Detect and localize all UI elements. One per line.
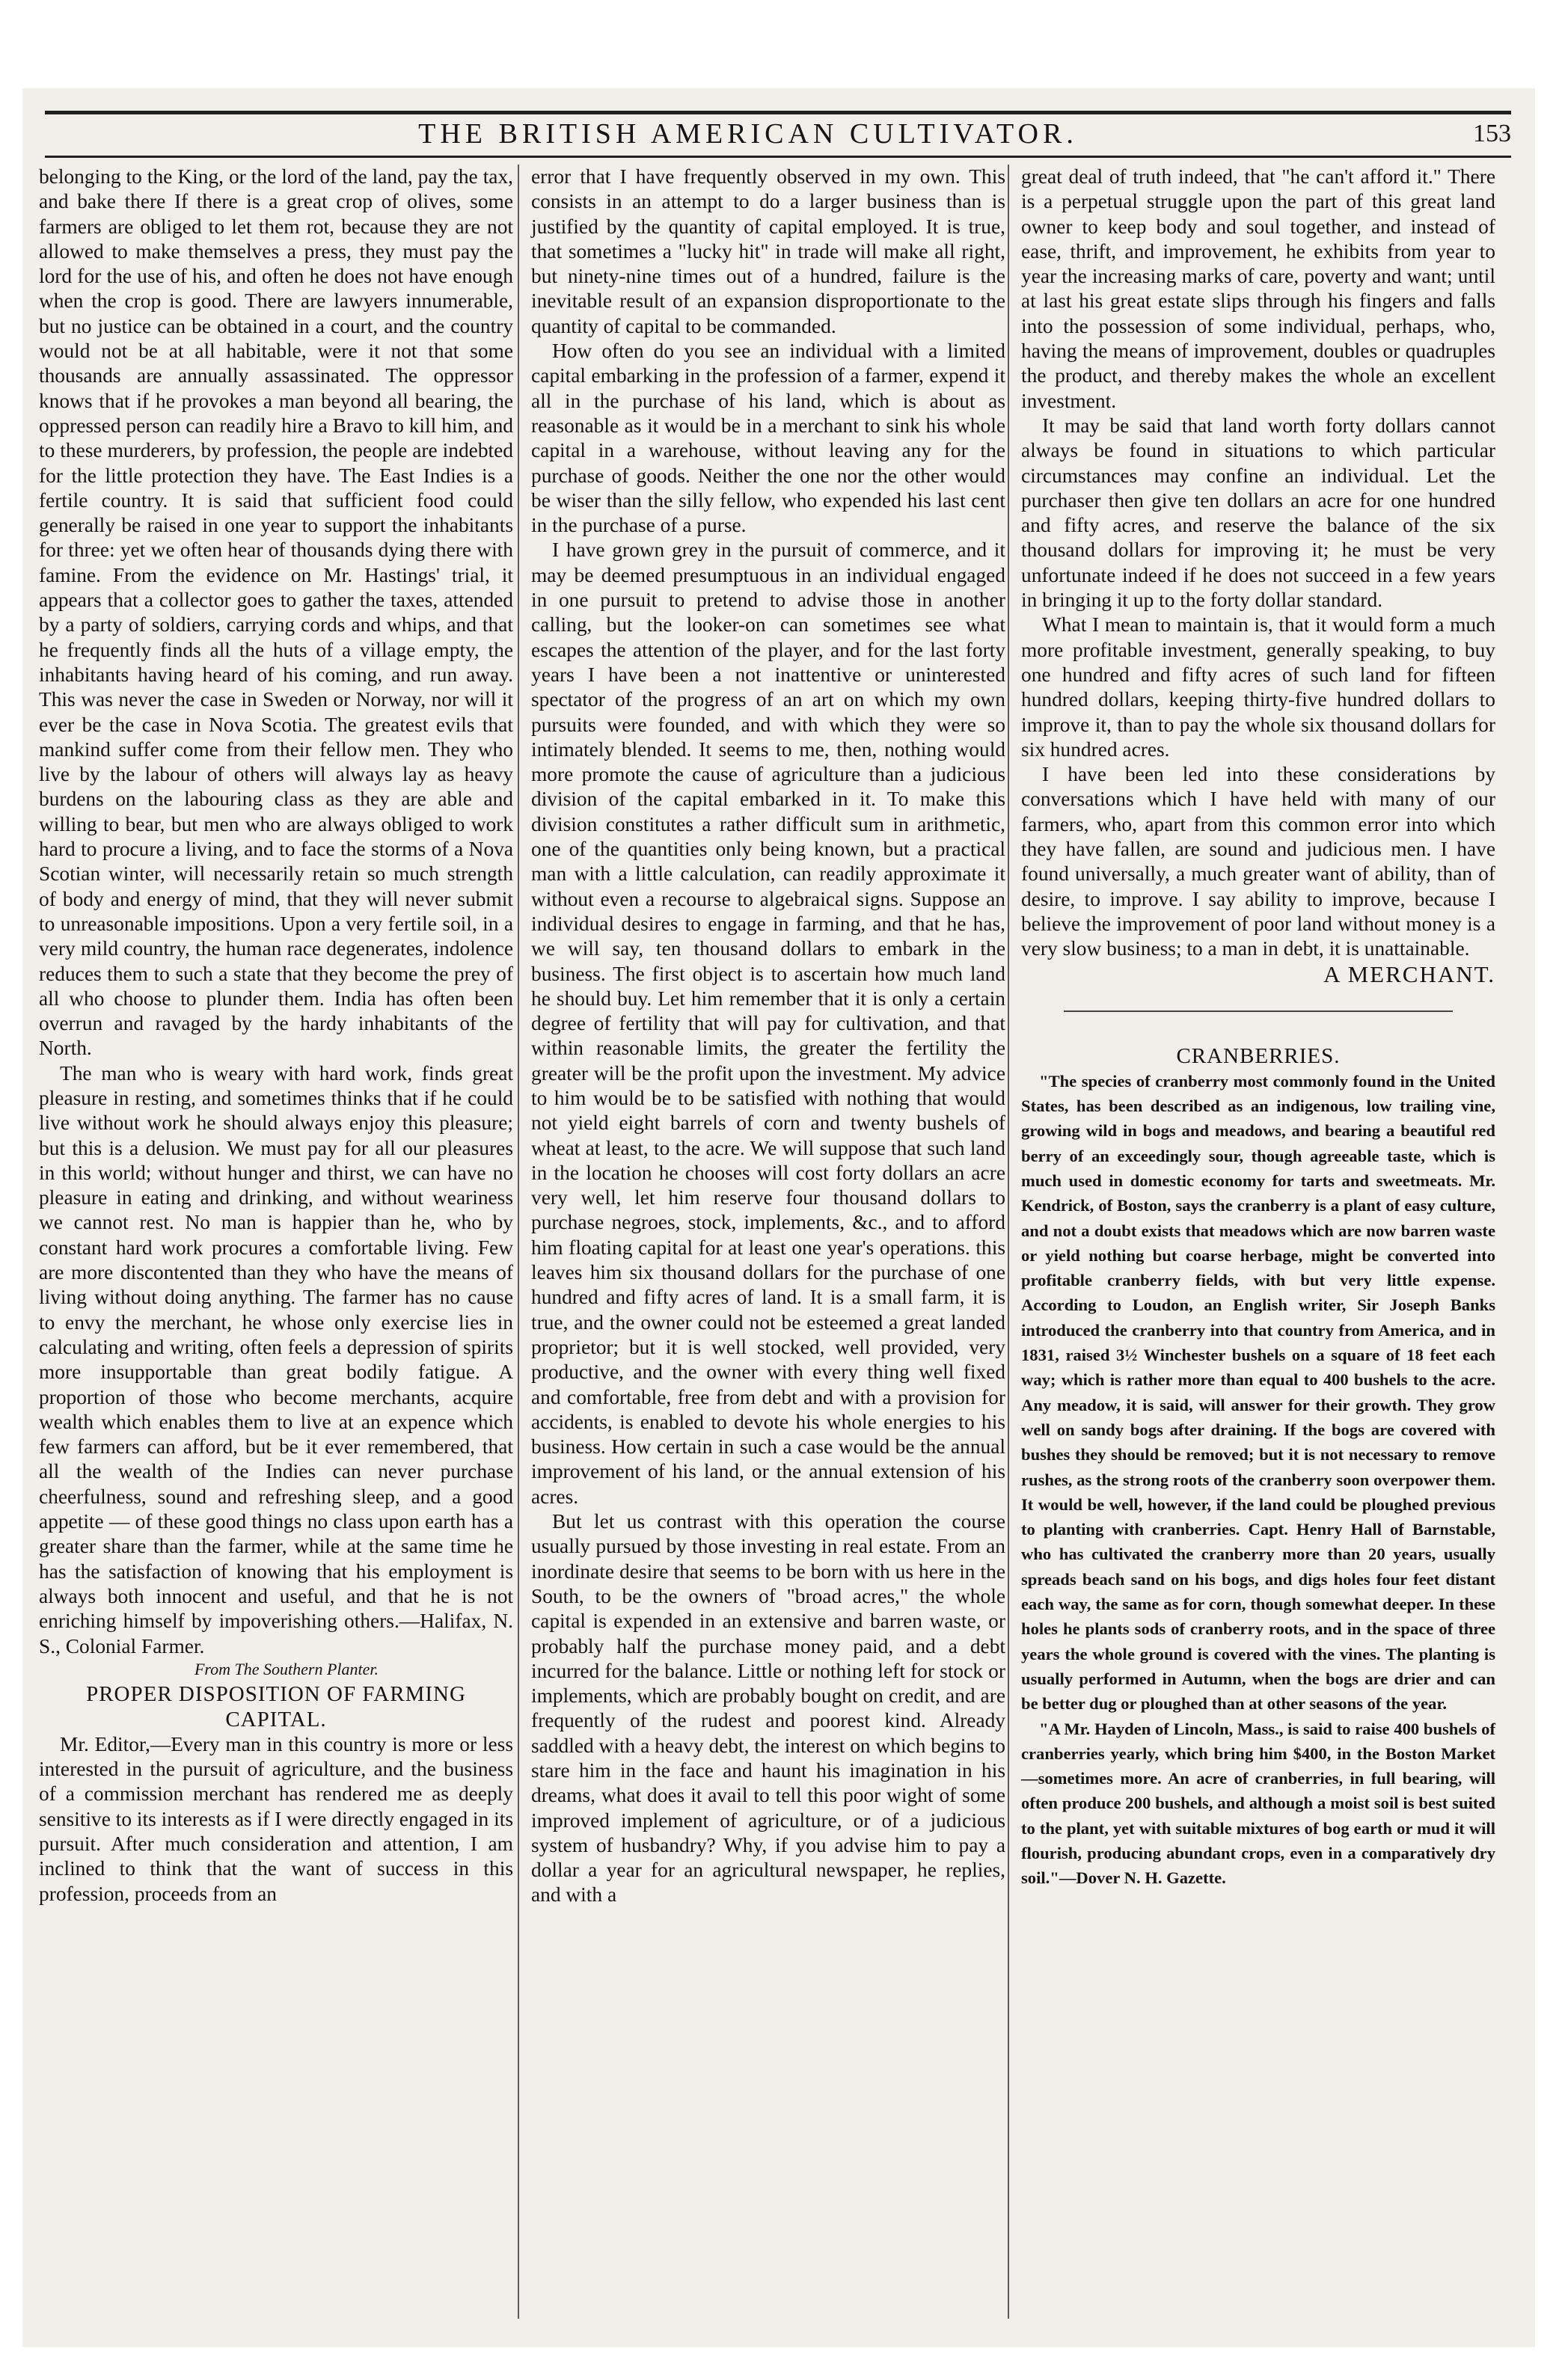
running-title: THE BRITISH AMERICAN CULTIVATOR.	[418, 118, 1078, 150]
article-paragraph: How often do you see an individual with a limited capital embarking in the profession of a farmer, expend it all in the purchase of his land, which is about as reasonable as it would be in a merchant to sink his whole capital in a warehouse, without leaving any for the purchase of goods. Neither the one nor the other would be wiser than the silly fellow, who expended his last cent in the purchase of a purse.	[531, 340, 1005, 537]
column-divider	[1008, 165, 1009, 2319]
article-paragraph: Mr. Editor,—Every man in this country is more or less interested in the pursuit of agriculture, and the business of a commission merchant has rendered me as deeply sensitive to its interests as if I were directly engaged in its pursuit. After much consideration and attention, I am inclined to think that the want of success in this profession, proceeds from an	[39, 1732, 513, 1905]
column-2	[531, 165, 1005, 1908]
article-paragraph: It may be said that land worth forty dollars cannot always be found in situations to which particular circumstances may confine an individual. Let the purchaser then give ten dollars an acre for one hundred and fifty acres, and reserve the balance of the six thousand dollars for improving it; he must be very unfortunate indeed if he does not succeed in a few years in bringing it up to the forty dollar standard.	[1021, 414, 1495, 612]
article-paragraph: "A Mr. Hayden of Lincoln, Mass., is said to raise 400 bushels of cranberries yearly, which bring him $400, in the Boston Market—sometimes more. An acre of cranberries, in full bearing, will often produce 200 bushels, and although a moist soil is best suited to the plant, yet with suitable mixtures of bog earth or mud it will flourish, producing abundant crops, even in a comparatively dry soil."—Dover N. H. Gazette.	[1021, 1719, 1495, 1888]
article-paragraph: I have grown grey in the pursuit of commerce, and it may be deemed presumptuous in an individual engaged in one pursuit to pretend to advise those in another calling, but the looker-on can sometimes see what escapes the attention of the player, and for the last forty years I have been a not inattentive or uninterested spectator of the progress of an art on which my own pursuits were founded, and with which they were so intimately blended. It seems to me, then, nothing would more promote the cause of agriculture than a judicious division of the capital embarked in it. To make this division constitutes a rather difficult sum in arithmetic, one of the quantities only being known, but a practical man with a little calculation, can readily approximate it without even a recourse to algebraical signs. Suppose an individual desires to engage in farming, and that he has, we will say, ten thousand dollars to embark in the business. The first object is to ascertain how much land he should buy. Let him remember that it is only a certain degree of fertility that will pay for cultivation, and that within reasonable limits, the greater the fertility the greater will be the profit upon the investment. My advice to him would be to be satisfied with nothing that would not yield eight barrels of corn and twenty bushels of wheat at least, to the acre. We will suppose that such land in the location he chooses will cost forty dollars an acre very well, let him reserve four thousand dollars to purchase negroes, stock, implements, &c., and to afford him floating capital for at least one year's operations. this leaves him six thousand dollars for the purchase of one hundred and fifty acres of land. It is a small farm, it is true, and the owner could not be esteemed a great landed proprietor; but it is well stocked, well provided, very productive, and the owner with every thing well fixed and comfortable, free from debt and with a provision for accidents, is enabled to devote his whole energies to his business. How certain in such a case would be the annual improvement of his land, or the annual extension of his acres.	[531, 539, 1005, 1508]
column-divider	[518, 165, 519, 2319]
article-paragraph: I have been led into these considerations by conversations which I have held with many of our farmers, who, apart from this common error into which they have fallen, are sound and judicious men. I have found universally, a much greater want of ability, than of desire, to improve. I say ability to improve, because I believe the improvement of poor land without money is a very slow business; to a man in debt, it is unattainable.	[1021, 763, 1495, 960]
page-number: 153	[1473, 120, 1511, 147]
signature: A MERCHANT.	[1323, 960, 1495, 987]
article-title: PROPER DISPOSITION OF FARMING CAPITAL.	[86, 1681, 466, 1732]
article-paragraph: belonging to the King, or the lord of the land, pay the tax, and bake there If there is a great crop of olives, some farmers are obliged to let them rot, because they are not allowed to make themselves a press, they must pay the lord for the use of his, and often he does not have enough when the crop is good. There are lawyers innumerable, but no justice can be obtained in a court, and the country would not be at all habitable, were it not that some thousands are annually assassinated. The oppressor knows that if he provokes a man beyond all bearing, the oppressed person can readily hire a Bravo to kill him, and to these murderers, by profession, the people are indebted for the little protection they have. The East Indies is a fertile country. It is said that sufficient food could generally be raised in one year to support the inhabitants for three: yet we often hear of thousands dying there with famine. From the evidence on Mr. Hastings' trial, it appears that a collector goes to gather the taxes, attended by a party of soldiers, carrying cords and whips, and that he frequently finds all the huts of a village empty, the inhabitants having heard of his coming, and run away. This was never the case in Sweden or Norway, nor will it ever be the case in Nova Scotia. The greatest evils that mankind suffer come from their fellow men. They who live by the labour of others will always lay as heavy burdens on the labouring class as they are able and willing to bear, but men who are always obliged to work hard to procure a living, and to face the storms of a Nova Scotian winter, will necessarily retain so much strength of body and energy of mind, that they will never submit to unreasonable impositions. Upon a very fertile soil, in a very mild country, the human race degenerates, indolence reduces them to such a state that they become the prey of all who choose to plunder them. India has often been overrun and ravaged by the hardy inhabitants of the North.	[39, 165, 513, 1060]
article-title: CRANBERRIES.	[1176, 1043, 1341, 1068]
header-rule-bottom	[45, 156, 1511, 158]
article-paragraph: great deal of truth indeed, that "he can't afford it." There is a perpetual struggle upon the part of this great land owner to keep body and soul together, and instead of ease, thrift, and improvement, he exhibits from year to year the increasing marks of care, poverty and want; until at last his great estate slips through his fingers and falls into the possession of some individual, perhaps, who, having the means of improvement, doubles or quadruples the product, and thereby makes the whole an excellent investment.	[1021, 165, 1495, 412]
article-paragraph: But let us contrast with this operation the course usually pursued by those investing in real estate. From an inordinate desire that seems to be born with us here in the South, to be the owners of "broad acres," the whole capital is expended in an extensive and barren waste, or probably half the purchase money paid, and a debt incurred for the balance. Little or nothing left for stock or implements, which are probably bought on credit, and are frequently of the rudest and poorest kind. Already saddled with a heavy debt, the interest on which begins to stare him in the face and haunt his imagination in his dreams, what does it avail to tell this poor wight of some improved implement of agriculture, or of a judicious system of husbandry? Why, if you advise him to pay a dollar a year for an agricultural newspaper, he replies, and with a	[531, 1510, 1005, 1907]
article-paragraph: What I mean to maintain is, that it would form a much more profitable investment, generally speaking, to buy one hundred and fifty acres of such land for fifteen hundred dollars, keeping thirty-five hundred dollars to improve it, than to pay the whole six thousand dollars for six hundred acres.	[1021, 613, 1495, 761]
section-divider	[1064, 1010, 1453, 1012]
source-line: From The Southern Planter.	[194, 1659, 379, 1678]
column-3	[1021, 165, 1495, 1891]
article-paragraph: The man who is weary with hard work, finds great pleasure in resting, and sometimes thinks that if he could live without work he should always enjoy this pleasure; but this is a delusion. We must pay for all our pleasures in this world; without hunger and thirst, we can have no pleasure in eating and drinking, and without weariness we cannot rest. No man is happier than he, who by constant hard work procures a comfortable living. Few are more discontented than they who have the means of living without doing anything. The farmer has no cause to envy the merchant, he whose only exercise lies in calculating and writing, often feels a depression of spirits more insupportable than great bodily fatigue. A proportion of those who become merchants, acquire wealth which enables them to live at an expence which few farmers can afford, but be it ever remembered, that all the wealth of the Indies can never purchase cheerfulness, sound and refreshing sleep, and a good appetite — of these good things no class upon earth has a greater share than the farmer, while at the same time he has the satisfaction of knowing that his employment is always both innocent and useful, and that he is not enriching himself by impoverishing others.—Halifax, N. S., Colonial Farmer.	[39, 1061, 513, 1657]
article-paragraph: "The species of cranberry most commonly found in the United States, has been described as an indigenous, low trailing vine, growing wild in bogs and meadows, and bearing a beautiful red berry of an exceedingly sour, though agreeable taste, which is much used in domestic economy for tarts and sweetmeats. Mr. Kendrick, of Boston, says the cranberry is a plant of easy culture, and not a doubt exists that meadows which are now barren waste or yield nothing but coarse herbage, might be converted into profitable cranberry fields, with but very little expense. According to Loudon, an English writer, Sir Joseph Banks introduced the cranberry into that country from America, and in 1831, raised 3½ Winchester bushels on a square of 18 feet each way; which is rather more than equal to 400 bushels to the acre. Any meadow, it is said, will answer for their growth. They grow well on sandy bogs after draining. If the bogs are covered with bushes they should be removed; but it is not necessary to remove rushes, as the strong roots of the cranberry soon overpower them. It would be well, however, if the land could be ploughed previous to planting with cranberries. Capt. Henry Hall of Barnstable, who has cultivated the cranberry more than 20 years, usually spreads beach sand on his bogs, and digs holes four feet distant each way, the same as for corn, though somewhat deeper. In these holes he plants sods of cranberry roots, and in the space of three years the whole ground is covered with the vines. The planting is usually performed in Autumn, when the bogs are drier and can be better dug or ploughed than at other seasons of the year.	[1021, 1071, 1495, 1714]
cranberries-article	[1021, 1069, 1495, 1891]
article-paragraph: error that I have frequently observed in my own. This consists in an attempt to do a larger business than is justified by the quantity of capital employed. It is true, that sometimes a "lucky hit" in trade will make all right, but ninety-nine times out of a hundred, failure is the inevitable result of an expansion disproportionate to the quantity of capital to be commanded.	[531, 165, 1005, 337]
column-1	[39, 165, 513, 1907]
header-rule-top	[45, 111, 1511, 114]
